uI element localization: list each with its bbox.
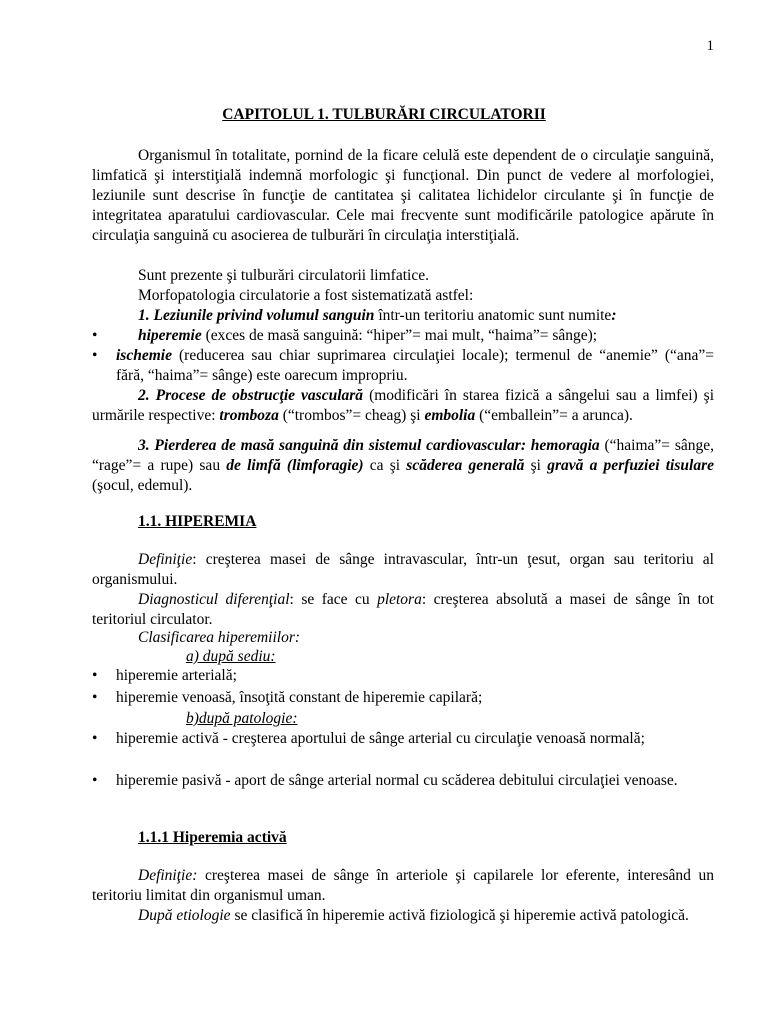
term-ischemie: ischemie — [116, 347, 172, 364]
item-1-heading: 1. Leziunile privind volumul sanguin — [138, 307, 375, 324]
diagnosis-label: Diagnosticul diferenţial — [138, 591, 290, 608]
item-3-heading: 3. Pierderea de masă sanguină din sistemul cardiovascular: hemoragia — [138, 437, 600, 454]
item-3-text-c: şi — [524, 457, 548, 474]
section-heading-hiperemia: 1.1. HIPEREMIA — [138, 513, 257, 530]
term-pletora: pletora — [377, 591, 422, 608]
etiology-text: se clasifică în hiperemie activă fiziologică şi hiperemie activă patologică. — [230, 907, 689, 924]
intro-systematization-line: Morfopatologia circulatorie a fost sistematizată astfel: — [138, 287, 474, 304]
diagnosis-text-a: : se face cu — [289, 591, 378, 608]
term-limforagie: de limfă (limforagie) — [226, 457, 364, 474]
diagnosis-text-b: : creşterea absolută a masei de sânge în tot teritoriul circulator. — [92, 591, 714, 628]
item-3-text-a: (“haima”= sânge, “rage”= a rupe) sau — [92, 437, 714, 474]
page-number: 1 — [706, 38, 714, 54]
item-1-line — [138, 306, 616, 326]
term-tromboza: tromboza — [219, 407, 279, 424]
item-2-heading: 2. Procese de obstrucţie vasculară — [138, 387, 364, 404]
site-item-venous: hiperemie venoasă, însoţită constant de hiperemie capilară; — [116, 689, 483, 706]
item-1-text: într-un teritoriu anatomic sunt numite — [374, 307, 612, 324]
item-2-text-c: (“emballein”= a arunca). — [475, 407, 633, 424]
bullet-dot: • — [92, 689, 98, 706]
classification-heading: Clasificarea hiperemiilor: — [138, 629, 301, 646]
definition-label: Definiţie — [138, 551, 193, 568]
definition-text: : creşterea masei de sânge intravascular, într-un ţesut, organ sau teritoriu al organismului. — [92, 551, 714, 588]
active-definition — [92, 866, 714, 906]
ischemie-explanation: (reducerea sau chiar suprimarea circulaţiei locale); termenul de “anemie” (“ana”= fără, “haima”= sânge) este oarecum impropriu. — [116, 347, 714, 384]
bullet-dot: • — [92, 667, 98, 684]
definition-label: Definiţie: — [138, 867, 198, 884]
site-item-arterial: hiperemie arterială; — [116, 667, 237, 684]
pathology-item-passive: hiperemie pasivă - aport de sânge arterial normal cu scăderea debitului circulaţiei venoase. — [116, 772, 678, 789]
item-1-colon: : — [611, 307, 617, 324]
intro-lymph-line: Sunt prezente şi tulburări circulatorii limfatice. — [138, 267, 429, 284]
item-2-paragraph — [92, 386, 714, 426]
hiperemia-definition — [92, 550, 714, 590]
item-3-text-d: (şocul, edemul). — [92, 477, 193, 494]
differential-diagnosis — [92, 590, 714, 630]
etiology-label: După etiologie — [138, 907, 231, 924]
subheading-by-site: a) după sediu: — [186, 648, 276, 665]
definition-text: creşterea masei de sânge în arteriole şi capilarele lor eferente, interesând un teritoriu limitat din organismul uman. — [92, 867, 714, 904]
bullet-dot: • — [92, 327, 98, 344]
item-2-text-b: (“trombos”= cheag) şi — [278, 407, 425, 424]
term-scaderea-generala: scăderea generală — [406, 457, 525, 474]
subheading-by-pathology: b)după patologie: — [186, 710, 298, 727]
section-heading-hiperemia-activa: 1.1.1 Hiperemia activă — [138, 829, 287, 846]
chapter-title: CAPITOLUL 1. TULBURĂRI CIRCULATORII — [222, 106, 546, 123]
term-hiperemie: hiperemie — [138, 327, 202, 344]
pathology-item-active: hiperemie activă - creşterea aportului de sânge arterial cu circulaţie venoasă normală; — [116, 730, 645, 747]
intro-paragraph: Organismul în totalitate, pornind de la ficare celulă este dependent de o circulaţie sanguină, limfatică şi interstiţială indemnă morfologic şi funcţional. Din punct de vedere al morfologiei, leziunile sunt descrise în funcţie de cantitatea şi calitatea lichidelor circulante şi în funcţie de integritatea aparatului cardiovascular. Cele mai frecvente sunt modificările patologice apărute în circulaţia sanguină cu asocierea de tulburări în circulaţia interstiţială. — [92, 147, 714, 244]
item-3-paragraph — [92, 436, 714, 496]
etiology-paragraph — [92, 906, 714, 926]
term-embolia: embolia — [424, 407, 476, 424]
bullet-dot: • — [92, 772, 98, 789]
term-perfuzie: gravă a perfuziei tisulare — [547, 457, 714, 474]
hiperemie-explanation: (exces de masă sanguină: “hiper”= mai mult, “haima”= sânge); — [201, 327, 598, 344]
item-3-text-b: ca şi — [363, 457, 407, 474]
bullet-dot: • — [92, 347, 98, 364]
bullet-dot: • — [92, 730, 98, 747]
item-2-text-a: (modificări în starea fizică a sângelui sau a limfei) şi urmările respective: — [92, 387, 715, 424]
